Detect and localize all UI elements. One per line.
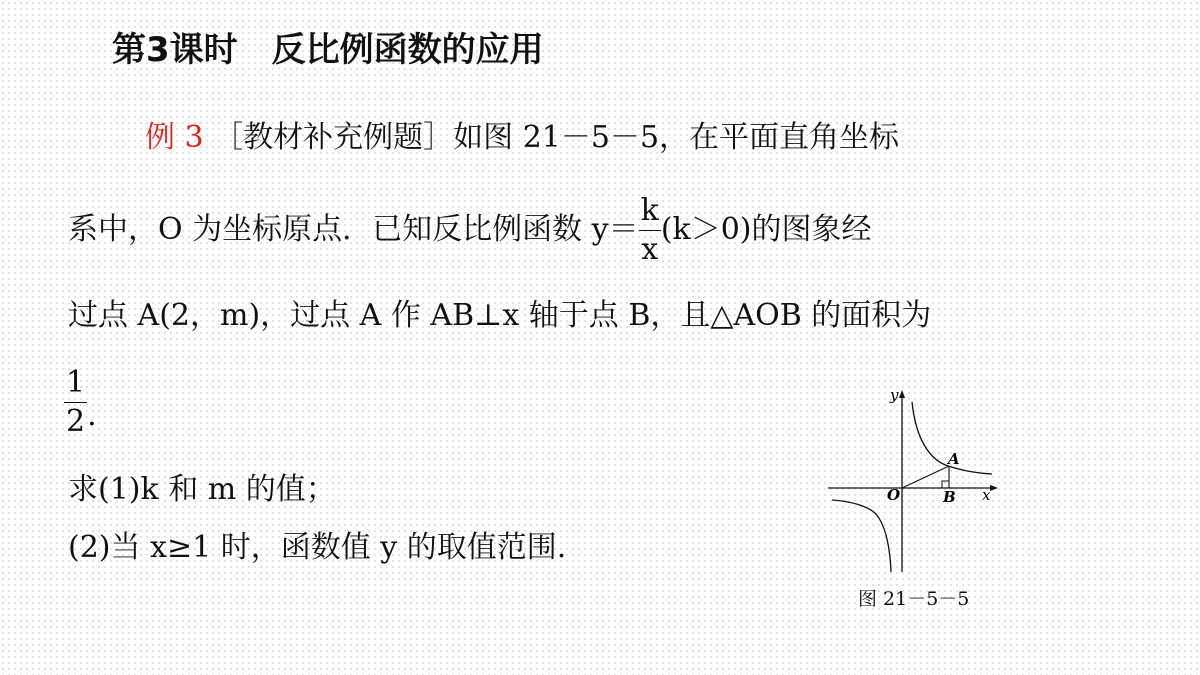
point-b-label: B	[943, 488, 956, 506]
example-line-3: 过点 A(2，m)，过点 A 作 AB⊥x 轴于点 B，且△AOB 的面积为	[68, 298, 932, 333]
question-2: (2)当 x≥1 时，函数值 y 的取值范围.	[68, 530, 567, 565]
fraction-bar	[64, 402, 87, 403]
question-1: 求(1)k 和 m 的值；	[68, 472, 336, 507]
example-line-4	[64, 362, 97, 442]
fraction-bar	[639, 230, 661, 231]
example-line-2	[68, 190, 872, 270]
right-angle-mark	[942, 481, 949, 488]
x-axis-arrow	[990, 485, 998, 491]
fraction-one-half	[64, 364, 87, 439]
point-a-label: A	[948, 450, 960, 468]
origin-label: O	[887, 486, 901, 504]
example-text-2-pre: 系中，O 为坐标原点．已知反比例函数 y＝	[68, 212, 639, 247]
inverse-function-figure	[820, 380, 1010, 580]
example-text-1: ［教材补充例题］如图 21－5－5，在平面直角坐标	[203, 120, 900, 155]
fraction-period: .	[87, 398, 97, 433]
y-axis-arrow	[899, 390, 905, 398]
fraction-k-over-x	[639, 192, 661, 267]
fraction-numerator: 1	[66, 364, 86, 400]
y-axis-label: y	[890, 386, 899, 404]
fraction-denominator: x	[641, 231, 659, 267]
figure-caption: 图 21－5－5	[858, 588, 970, 610]
hyperbola-branch-third-quadrant	[832, 500, 891, 572]
example-label: 例 3	[145, 120, 204, 155]
fraction-denominator: 2	[66, 403, 86, 439]
fraction-numerator: k	[640, 192, 659, 228]
x-axis-label: x	[982, 486, 991, 504]
example-line-1	[145, 118, 899, 158]
example-text-2-post: (k＞0)的图象经	[660, 212, 872, 247]
lesson-title: 第3课时 反比例函数的应用	[112, 30, 544, 70]
